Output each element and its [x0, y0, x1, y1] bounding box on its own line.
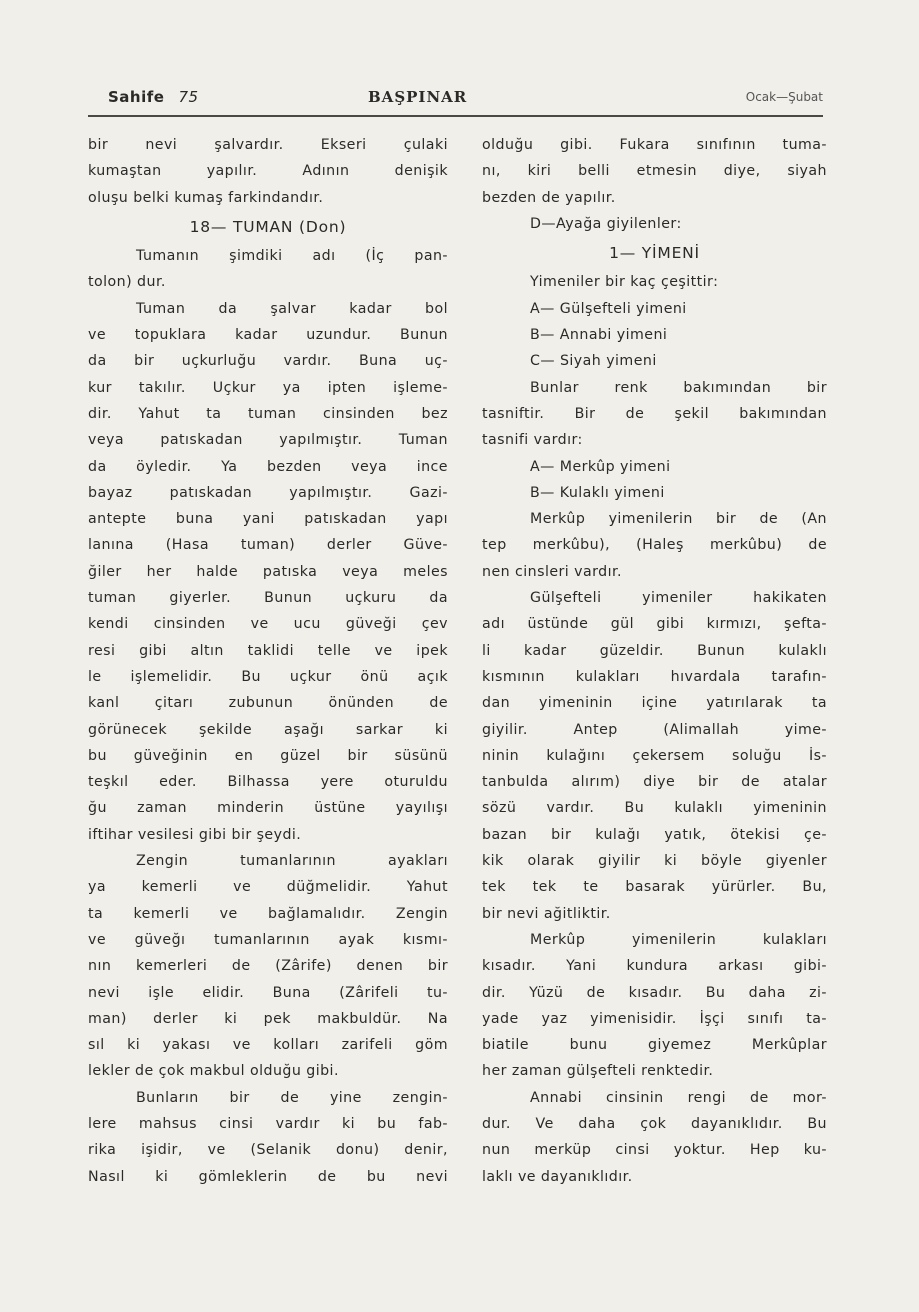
text-line: kısmının kulakları hıvardala tarafın- — [482, 668, 827, 685]
section-heading: 18— TUMAN (Don) — [189, 217, 347, 236]
text-line: Zengin tumanlarının ayakları — [136, 853, 448, 870]
text-line: teşkıl eder. Bilhassa yere oturuldu — [88, 774, 448, 791]
text-line: kumaştan yapılır. Adının denişik — [88, 163, 448, 180]
text-line: C— Siyah yimeni — [530, 353, 657, 370]
text-line: B— Kulaklı yimeni — [530, 484, 665, 501]
text-line: da öyledir. Ya bezden veya ince — [88, 458, 448, 475]
text-line: li kadar güzeldir. Bunun kulaklı — [482, 642, 827, 659]
text-line: lekler de çok makbul olduğu gibi. — [88, 1063, 339, 1080]
text-line: Nasıl ki gömleklerin de bu nevi — [88, 1168, 448, 1185]
text-line: bayaz patıskadan yapılmıştır. Gazi- — [88, 484, 448, 501]
text-line: kanl çitarı zubunun önünden de — [88, 695, 448, 712]
text-line: Annabi cinsinin rengi de mor- — [530, 1089, 827, 1106]
text-line: Yimeniler bir kaç çeşittir: — [530, 274, 719, 291]
section-heading: 1— YİMENİ — [609, 244, 700, 263]
text-line: tasnifi vardır: — [482, 432, 583, 449]
text-line: Tumanın şimdiki adı (İç pan- — [136, 248, 448, 265]
text-line: ğiler her halde patıska veya meles — [88, 563, 448, 580]
page-label-text: Sahife — [108, 88, 165, 106]
text-line: kik olarak giyilir ki böyle giyenler — [482, 853, 827, 870]
text-line: Merkûp yimenilerin kulakları — [530, 931, 827, 948]
text-line: olduğu gibi. Fukara sınıfının tuma- — [482, 137, 827, 153]
text-line: yade yaz yimenisidir. İşçi sınıfı ta- — [482, 1010, 827, 1027]
page-number: 75 — [178, 88, 199, 106]
text-line: laklı ve dayanıklıdır. — [482, 1168, 633, 1185]
text-line: le işlemelidir. Bu uçkur önü açık — [88, 668, 448, 685]
text-line: ve topuklara kadar uzundur. Bunun — [88, 327, 448, 344]
text-line: nın kemerleri de (Zârife) denen bir — [88, 958, 448, 975]
text-line: oluşu belki kumaş farkindandır. — [88, 189, 324, 206]
text-line: sıl ki yakası ve kolları zarifeli göm — [88, 1037, 448, 1054]
text-line: bir nevi ağitliktir. — [482, 905, 611, 922]
text-line: bezden de yapılır. — [482, 189, 616, 206]
text-line: bazan bir kulağı yatık, ötekisi çe- — [482, 826, 827, 843]
text-line: ta kemerli ve bağlamalıdır. Zengin — [88, 905, 448, 922]
text-line: A— Gülşefteli yimeni — [530, 300, 687, 317]
text-line: dir. Yüzü de kısadır. Bu daha zi- — [482, 984, 827, 1001]
text-line: Tuman da şalvar kadar bol — [136, 300, 448, 317]
text-line: man) derler ki pek makbuldür. Na — [88, 1010, 448, 1027]
text-line: sözü vardır. Bu kulaklı yimeninin — [482, 800, 827, 817]
page-header — [108, 82, 823, 112]
text-line: kur takılır. Uçkur ya ipten işleme- — [88, 379, 448, 396]
text-line: adı üstünde gül gibi kırmızı, şefta- — [482, 616, 827, 633]
text-line: resi gibi altın taklidi telle ve ipek — [88, 642, 448, 659]
page-label — [108, 88, 199, 106]
text-line: antepte buna yani patıskadan yapı — [88, 511, 448, 528]
text-line: da bir uçkurluğu vardır. Buna uç- — [88, 353, 448, 370]
text-line: biatile bunu giyemez Merkûplar — [482, 1037, 827, 1054]
journal-title: BAŞPINAR — [368, 88, 468, 106]
text-line: bir nevi şalvardır. Ekseri çulaki — [88, 137, 448, 153]
text-line: bu güveğinin en güzel bir süsünü — [88, 747, 448, 764]
text-line: giyilir. Antep (Alimallah yime- — [482, 721, 827, 738]
text-line: Bunların bir de yine zengin- — [136, 1089, 448, 1106]
text-line: ve güveğı tumanlarının ayak kısmı- — [88, 931, 448, 948]
text-line: B— Annabi yimeni — [530, 327, 668, 344]
text-line: A— Merkûp yimeni — [530, 458, 671, 475]
text-line: tuman giyerler. Bunun uçkuru da — [88, 590, 448, 607]
text-line: Gülşefteli yimeniler hakikaten — [530, 590, 827, 607]
text-line: lere mahsus cinsi vardır ki bu fab- — [88, 1115, 448, 1132]
issue-label: Ocak—Şubat — [745, 90, 823, 104]
text-line: dan yimeninin içine yatırılarak ta — [482, 695, 827, 712]
text-line: lanına (Hasa tuman) derler Güve- — [88, 537, 448, 554]
text-line: nun merküp cinsi yoktur. Hep ku- — [482, 1142, 827, 1159]
header-rule — [88, 115, 823, 117]
text-line: tasniftir. Bir de şekil bakımından — [482, 405, 827, 422]
text-line: ya kemerli ve düğmelidir. Yahut — [88, 879, 448, 896]
text-line: rika işidir, ve (Selanik donu) denir, — [88, 1142, 448, 1159]
text-line: nen cinsleri vardır. — [482, 563, 622, 580]
text-line: dur. Ve daha çok dayanıklıdır. Bu — [482, 1115, 827, 1132]
text-line: görünecek şekilde aşağı sarkar ki — [88, 721, 448, 738]
text-line: ninin kulağını çekersem soluğu İs- — [482, 747, 827, 764]
text-line: Bunlar renk bakımından bir — [530, 379, 827, 396]
text-line: nevi işle elidir. Buna (Zârifeli tu- — [88, 984, 448, 1001]
text-line: iftihar vesilesi gibi bir şeydi. — [88, 826, 302, 843]
text-line: D—Ayağa giyilenler: — [530, 215, 682, 232]
text-line: ğu zaman minderin üstüne yayılışı — [88, 800, 448, 817]
text-line: tep merkûbu), (Haleş merkûbu) de — [482, 537, 827, 554]
text-line: tolon) dur. — [88, 274, 166, 291]
right-column — [482, 132, 827, 1190]
text-line: kendi cinsinden ve ucu güveği çev — [88, 616, 448, 633]
text-line: nı, kiri belli etmesin diye, siyah — [482, 163, 827, 180]
text-line: veya patıskadan yapılmıştır. Tuman — [88, 432, 448, 449]
text-line: her zaman gülşefteli renktedir. — [482, 1063, 714, 1080]
text-line: dir. Yahut ta tuman cinsinden bez — [88, 405, 448, 422]
text-line: tek tek te basarak yürürler. Bu, — [482, 879, 827, 896]
text-line: kısadır. Yani kundura arkası gibi- — [482, 958, 827, 975]
left-column — [88, 132, 448, 1190]
text-line: Merkûp yimenilerin bir de (An — [530, 511, 827, 528]
text-line: tanbulda alırım) diye bir de atalar — [482, 774, 827, 791]
